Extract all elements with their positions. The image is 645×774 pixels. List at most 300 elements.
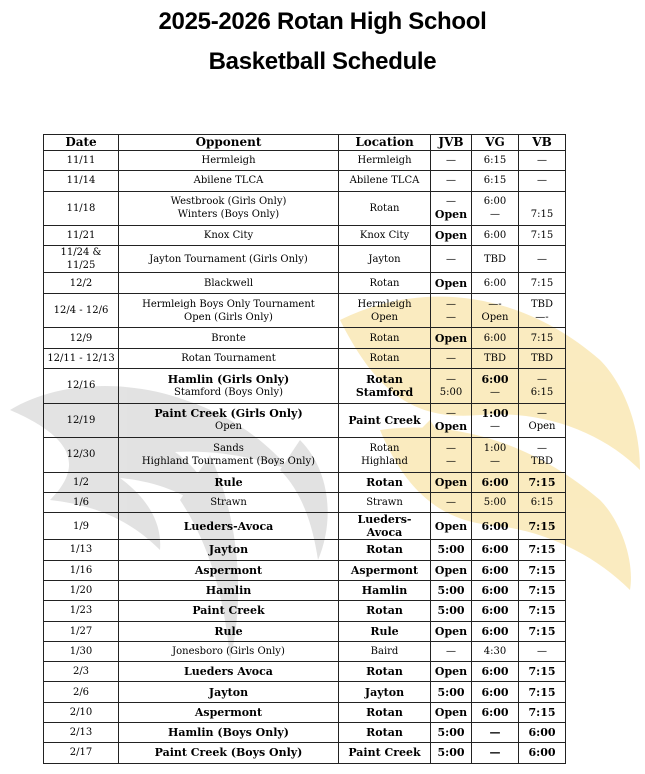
cell-line: —: [537, 373, 547, 385]
cell-line: Paint Creek (Girls Only): [154, 407, 303, 421]
cell-date: 1/20: [44, 580, 119, 600]
cell-line: Paint Creek: [348, 413, 421, 427]
cell-line: Paint Creek: [192, 604, 265, 618]
cell-vg: [472, 328, 519, 348]
cell-line: 1:00: [483, 442, 507, 454]
cell-line: —: [490, 386, 500, 398]
cell-opponent: [119, 246, 339, 273]
cell-location: [339, 580, 431, 600]
cell-line: Hamlin (Girls Only): [167, 372, 290, 386]
cell-opponent: [119, 191, 339, 226]
cell-opponent: [119, 368, 339, 403]
cell-jvb: [431, 621, 472, 641]
cell-vg: [472, 641, 519, 661]
cell-line: 7:15: [528, 475, 556, 489]
cell-opponent: [119, 621, 339, 641]
cell-line: Rotan: [366, 705, 403, 719]
table-row: [44, 368, 566, 403]
cell-date: 12/19: [44, 403, 119, 438]
cell-line: Open: [481, 311, 509, 323]
cell-jvb: [431, 472, 472, 492]
cell-line: —: [490, 209, 500, 221]
cell-line: Rotan Tournament: [181, 352, 276, 364]
cell-jvb: [431, 702, 472, 722]
cell-date: 11/18: [44, 191, 119, 226]
cell-line: Lueders-Avoca: [357, 513, 412, 540]
cell-vb: [519, 438, 566, 473]
cell-jvb: [431, 328, 472, 348]
cell-vg: [472, 723, 519, 743]
cell-line: Rotan: [369, 442, 400, 454]
cell-line: Open: [434, 563, 468, 577]
cell-vg: [472, 171, 519, 191]
table-row: [44, 621, 566, 641]
cell-vb: [519, 641, 566, 661]
cell-vb: [519, 560, 566, 580]
cell-line: Rule: [214, 624, 243, 638]
cell-line: —: [446, 442, 456, 454]
cell-line: Stamford: [355, 385, 414, 399]
cell-jvb: [431, 743, 472, 763]
cell-line: 6:00: [481, 604, 509, 618]
cell-location: [339, 662, 431, 682]
cell-date: 12/4 - 12/6: [44, 293, 119, 328]
cell-line: 6:00: [483, 332, 507, 344]
cell-jvb: [431, 438, 472, 473]
cell-line: —: [446, 645, 456, 657]
cell-date: 1/2: [44, 472, 119, 492]
cell-opponent: [119, 151, 339, 171]
cell-vg: [472, 151, 519, 171]
schedule-table: [43, 134, 566, 764]
cell-line: Hermleigh: [357, 298, 412, 310]
cell-line: Lueders Avoca: [184, 665, 273, 679]
cell-vg: [472, 580, 519, 600]
cell-line: Abilene TLCA: [193, 175, 264, 187]
cell-line: Open: [434, 331, 468, 345]
cell-line: —: [446, 311, 456, 323]
table-row: [44, 513, 566, 540]
cell-date: 12/2: [44, 273, 119, 293]
cell-vg: [472, 743, 519, 763]
cell-vg: [472, 368, 519, 403]
cell-date: 1/6: [44, 493, 119, 513]
cell-date: 11/14: [44, 171, 119, 191]
cell-vb: [519, 743, 566, 763]
cell-line: Open: [371, 311, 398, 323]
cell-line: Hermleigh: [357, 155, 412, 167]
cell-line: —: [490, 455, 500, 467]
table-row: [44, 273, 566, 293]
cell-line: Stamford (Boys Only): [173, 386, 283, 398]
cell-opponent: [119, 348, 339, 368]
cell-date: 2/10: [44, 702, 119, 722]
cell-line: 5:00: [437, 726, 465, 740]
cell-line: 7:15: [528, 665, 556, 679]
cell-line: Aspermont: [350, 563, 419, 577]
cell-date: 12/9: [44, 328, 119, 348]
cell-line: Hamlin: [205, 584, 252, 598]
cell-line: Open: [434, 705, 468, 719]
table-row: [44, 682, 566, 702]
cell-opponent: [119, 438, 339, 473]
cell-location: [339, 472, 431, 492]
cell-line: —: [446, 497, 456, 509]
table-header-row: [44, 135, 566, 151]
cell-line: —: [490, 421, 500, 433]
cell-date: 1/23: [44, 601, 119, 621]
cell-line: 6:00: [481, 372, 509, 386]
cell-line: 7:15: [528, 624, 556, 638]
cell-line: Open: [434, 420, 468, 434]
cell-line: 6:00: [481, 705, 509, 719]
cell-opponent: [119, 273, 339, 293]
cell-vg: [472, 293, 519, 328]
cell-line: 5:00: [483, 497, 507, 509]
cell-vg: [472, 246, 519, 273]
cell-line: 5:00: [437, 543, 465, 557]
cell-vg: [472, 493, 519, 513]
cell-line: 7:15: [530, 332, 554, 344]
cell-line: Rotan: [369, 332, 400, 344]
cell-line: 7:15: [528, 563, 556, 577]
cell-location: [339, 328, 431, 348]
cell-vb: [519, 682, 566, 702]
cell-location: [339, 513, 431, 540]
schedule-body: [44, 151, 566, 764]
cell-date: 12/16: [44, 368, 119, 403]
cell-vb: [519, 493, 566, 513]
cell-line: 6:00: [481, 543, 509, 557]
cell-vg: [472, 348, 519, 368]
cell-vg: [472, 601, 519, 621]
cell-location: [339, 601, 431, 621]
cell-vb: [519, 348, 566, 368]
cell-jvb: [431, 723, 472, 743]
cell-line: 5:00: [437, 746, 465, 760]
table-row: [44, 662, 566, 682]
cell-line: Hamlin (Boys Only): [168, 726, 289, 740]
cell-line: —: [446, 175, 456, 187]
cell-location: [339, 348, 431, 368]
table-row: [44, 438, 566, 473]
cell-vg: [472, 472, 519, 492]
cell-line: Rotan: [366, 665, 403, 679]
cell-opponent: [119, 171, 339, 191]
cell-jvb: [431, 662, 472, 682]
cell-location: [339, 246, 431, 273]
cell-vg: [472, 702, 519, 722]
cell-date: 2/3: [44, 662, 119, 682]
cell-opponent: [119, 293, 339, 328]
cell-date: 2/13: [44, 723, 119, 743]
cell-line: —: [446, 455, 456, 467]
cell-line: —: [446, 155, 456, 167]
cell-vb: [519, 513, 566, 540]
cell-line: —: [537, 155, 547, 167]
cell-line: —: [446, 298, 456, 310]
cell-line: Rule: [214, 475, 243, 489]
cell-line: Highland Tournament (Boys Only): [141, 455, 316, 467]
cell-line: TBD: [530, 352, 554, 364]
cell-date: 1/16: [44, 560, 119, 580]
cell-opponent: [119, 513, 339, 540]
cell-line: 7:15: [528, 705, 556, 719]
cell-date: 12/11 - 12/13: [44, 348, 119, 368]
table-row: [44, 580, 566, 600]
cell-line: Blackwell: [203, 277, 254, 289]
cell-line: —-: [535, 311, 549, 323]
cell-jvb: [431, 151, 472, 171]
cell-line: 6:00: [483, 230, 507, 242]
cell-line: Rotan: [366, 604, 403, 618]
cell-line: TBD: [530, 455, 554, 467]
cell-line: Open: [215, 421, 242, 433]
cell-location: [339, 621, 431, 641]
cell-date: 2/6: [44, 682, 119, 702]
cell-vb: [519, 662, 566, 682]
cell-line: —: [537, 175, 547, 187]
cell-opponent: [119, 493, 339, 513]
cell-location: [339, 438, 431, 473]
table-row: [44, 191, 566, 226]
cell-line: Open: [434, 624, 468, 638]
cell-line: Rotan: [369, 277, 400, 289]
cell-line: 6:00: [483, 196, 507, 208]
cell-location: [339, 493, 431, 513]
cell-vb: [519, 226, 566, 246]
cell-vg: [472, 403, 519, 438]
cell-vb: [519, 246, 566, 273]
cell-line: Open: [528, 421, 556, 433]
cell-date: 12/30: [44, 438, 119, 473]
cell-vg: [472, 226, 519, 246]
cell-line: —: [537, 442, 547, 454]
cell-location: [339, 368, 431, 403]
cell-line: Rule: [370, 624, 399, 638]
cell-line: —: [446, 253, 456, 265]
cell-line: 7:15: [528, 685, 556, 699]
cell-jvb: [431, 601, 472, 621]
cell-date: 1/9: [44, 513, 119, 540]
cell-jvb: [431, 513, 472, 540]
cell-vg: [472, 438, 519, 473]
cell-opponent: [119, 328, 339, 348]
cell-jvb: [431, 368, 472, 403]
cell-opponent: [119, 682, 339, 702]
cell-line: Sands: [213, 442, 244, 454]
cell-line: Jayton: [208, 685, 249, 699]
cell-vb: [519, 403, 566, 438]
cell-line: Knox City: [359, 230, 410, 242]
table-row: [44, 560, 566, 580]
cell-line: —: [446, 373, 456, 385]
cell-line: 6:00: [481, 685, 509, 699]
cell-line: TBD: [530, 298, 554, 310]
cell-location: [339, 560, 431, 580]
header-date: Date: [44, 135, 119, 151]
cell-line: 7:15: [530, 277, 554, 289]
cell-location: [339, 723, 431, 743]
cell-line: Open: [434, 208, 468, 222]
cell-line: Winters (Boys Only): [177, 209, 280, 221]
cell-vg: [472, 682, 519, 702]
cell-line: 6:15: [530, 386, 554, 398]
cell-vg: [472, 621, 519, 641]
cell-line: 6:00: [481, 475, 509, 489]
cell-vb: [519, 540, 566, 560]
cell-location: [339, 293, 431, 328]
cell-vb: [519, 328, 566, 348]
cell-line: Open: [434, 475, 468, 489]
cell-line: Abilene TLCA: [349, 175, 420, 187]
cell-location: [339, 171, 431, 191]
cell-jvb: [431, 540, 472, 560]
cell-vb: [519, 191, 566, 226]
cell-line: Jayton Tournament (Girls Only): [149, 253, 308, 265]
cell-jvb: [431, 580, 472, 600]
cell-vb: [519, 171, 566, 191]
cell-line: Hermleigh: [201, 155, 256, 167]
cell-opponent: [119, 540, 339, 560]
cell-line: Strawn: [210, 497, 247, 509]
cell-line: Aspermont: [194, 563, 263, 577]
cell-vg: [472, 560, 519, 580]
cell-line: Rotan: [366, 372, 403, 386]
cell-line: 6:15: [530, 497, 554, 509]
cell-line: Paint Creek: [348, 746, 421, 760]
table-row: [44, 641, 566, 661]
table-row: [44, 601, 566, 621]
cell-jvb: [431, 171, 472, 191]
cell-vb: [519, 580, 566, 600]
cell-line: 6:15: [483, 155, 507, 167]
cell-line: 7:15: [528, 543, 556, 557]
cell-line: Hermleigh Boys Only Tournament: [142, 298, 315, 310]
cell-opponent: [119, 723, 339, 743]
cell-vg: [472, 662, 519, 682]
cell-date: 2/17: [44, 743, 119, 763]
cell-line: Jayton: [208, 543, 249, 557]
cell-line: Bronte: [211, 332, 246, 344]
cell-line: Lueders-Avoca: [183, 519, 274, 533]
cell-line: Jayton: [364, 685, 405, 699]
cell-location: [339, 226, 431, 246]
table-row: [44, 540, 566, 560]
cell-date: 1/30: [44, 641, 119, 661]
cell-line: —-: [488, 298, 502, 310]
cell-line: 5:00: [437, 685, 465, 699]
cell-line: 5:00: [437, 584, 465, 598]
cell-location: [339, 743, 431, 763]
table-row: [44, 702, 566, 722]
cell-line: 5:00: [439, 386, 463, 398]
cell-line: 6:00: [528, 726, 556, 740]
cell-vg: [472, 540, 519, 560]
cell-line: 7:15: [528, 604, 556, 618]
cell-location: [339, 540, 431, 560]
cell-location: [339, 273, 431, 293]
cell-jvb: [431, 493, 472, 513]
header-jvb: JVB: [431, 135, 472, 151]
cell-line: 6:00: [481, 563, 509, 577]
cell-line: 6:00: [481, 519, 509, 533]
cell-jvb: [431, 682, 472, 702]
cell-vb: [519, 273, 566, 293]
header-opponent: Opponent: [119, 135, 339, 151]
cell-vb: [519, 293, 566, 328]
cell-jvb: [431, 226, 472, 246]
cell-line: Rotan: [369, 352, 400, 364]
cell-line: 7:15: [528, 519, 556, 533]
cell-line: —: [446, 408, 456, 420]
cell-line: Open: [434, 519, 468, 533]
cell-line: Jonesboro (Girls Only): [172, 645, 285, 657]
cell-line: —: [537, 645, 547, 657]
cell-opponent: [119, 560, 339, 580]
cell-line: Open: [434, 276, 468, 290]
cell-opponent: [119, 662, 339, 682]
cell-line: Hamlin: [361, 584, 408, 598]
cell-line: Knox City: [203, 230, 254, 242]
cell-vg: [472, 513, 519, 540]
cell-line: Jayton: [368, 253, 401, 265]
cell-vb: [519, 702, 566, 722]
table-row: [44, 472, 566, 492]
cell-vb: [519, 621, 566, 641]
cell-jvb: [431, 560, 472, 580]
cell-location: [339, 682, 431, 702]
cell-jvb: [431, 293, 472, 328]
table-row: [44, 493, 566, 513]
cell-line: Highland: [361, 455, 408, 467]
cell-opponent: [119, 580, 339, 600]
cell-location: [339, 641, 431, 661]
cell-line: Baird: [370, 645, 399, 657]
cell-jvb: [431, 348, 472, 368]
cell-opponent: [119, 743, 339, 763]
cell-vg: [472, 191, 519, 226]
table-row: [44, 246, 566, 273]
cell-line: Aspermont: [194, 705, 263, 719]
cell-jvb: [431, 403, 472, 438]
cell-line: —: [446, 352, 456, 364]
cell-jvb: [431, 246, 472, 273]
cell-line: 6:00: [528, 746, 556, 760]
cell-line: 6:00: [483, 277, 507, 289]
cell-opponent: [119, 226, 339, 246]
cell-line: Open (Girls Only): [184, 311, 273, 323]
cell-line: Rotan: [366, 543, 403, 557]
cell-jvb: [431, 641, 472, 661]
cell-vb: [519, 151, 566, 171]
table-row: [44, 226, 566, 246]
cell-line: —: [489, 746, 501, 760]
cell-line: 7:15: [528, 584, 556, 598]
cell-date: 1/13: [44, 540, 119, 560]
cell-line: 6:00: [481, 665, 509, 679]
cell-location: [339, 151, 431, 171]
cell-location: [339, 702, 431, 722]
table-row: [44, 328, 566, 348]
cell-vb: [519, 472, 566, 492]
cell-line: 6:00: [481, 584, 509, 598]
cell-line: Paint Creek (Boys Only): [154, 746, 303, 760]
cell-opponent: [119, 641, 339, 661]
cell-line: Open: [434, 229, 468, 243]
cell-line: —: [537, 408, 547, 420]
cell-line: Rotan: [366, 726, 403, 740]
